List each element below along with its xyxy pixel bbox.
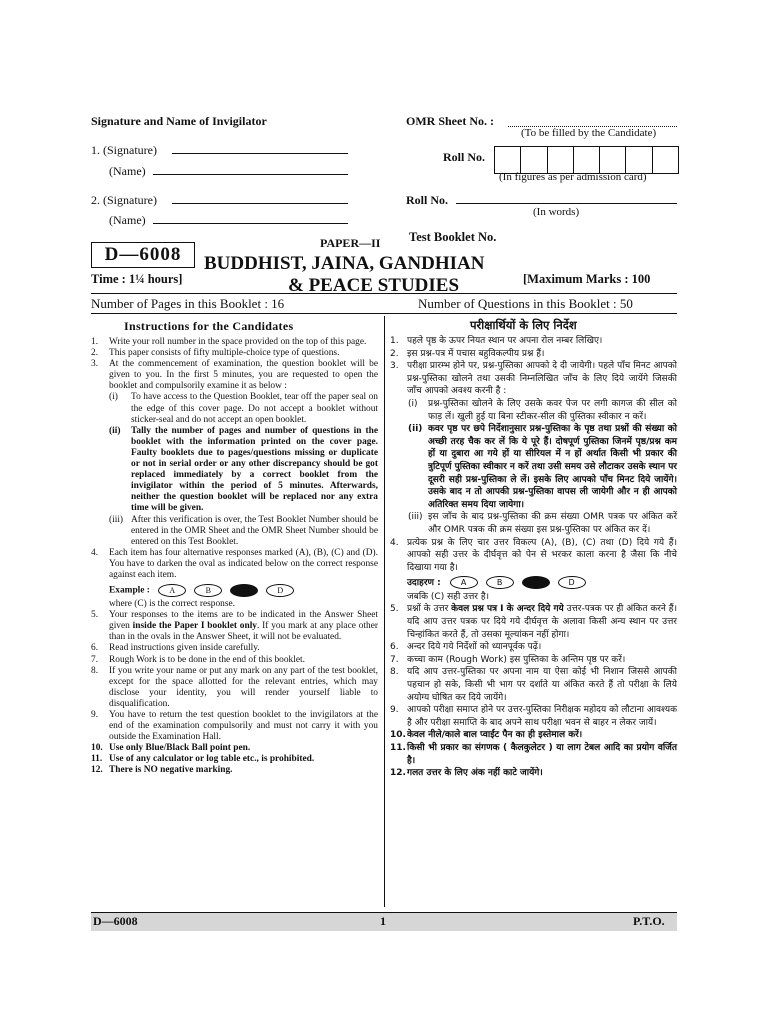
hindi-instruction-11: 11. किसी भी प्रकार का संगणक ( कैलकुलेटर ) या लाग टेबल आदि का प्रयोग वर्जित है।: [390, 743, 677, 766]
example-row: Example : A B D: [91, 584, 378, 597]
signature-2-label: 2. (Signature): [91, 193, 157, 207]
hindi-instruction-3-ii: (ii) कवर पृष्ठ पर छपे निर्देशानुसार प्रश्न-पुस्तिका के पृष्ठ तथा प्रश्नों की संख्या को अच्छी तरह चैक कर लें कि ये पूरे हैं। दोषपूर्ण पुस्तिका जिनमें पृष्ठ/प्रश्न कम हों या दुबारा आ गये हों या सीरियल में न हों अर्थात किसी भी प्रकार की त्रुटिपूर्ण पुस्तिका स्वीकार न करें तथा उसी समय उसे लौटाकर उसके स्थान पर दूसरी सही प्रश्न-पुस्तिका ले लें। इसके लिए आपको पाँच मिनट दिये जायेंगे। उसके बाद न तो आपकी प्रश्न-पुस्तिका वापस ली जायेगी और न ही आपको अतिरिक्त समय दिया जायेगा।: [408, 424, 677, 510]
instruction-4: 4. Each item has four alternative responses marked (A), (B), (C) and (D). You have to darken the oval as indicated below on the correct response against each item.: [91, 547, 378, 580]
hindi-oval-d: D: [558, 576, 586, 589]
english-instructions-heading: Instructions for the Candidates: [124, 319, 294, 333]
hindi-instruction-7: 7. कच्चा काम (Rough Work) इस पुस्तिका के अन्तिम पृष्ठ पर करें।: [390, 654, 626, 665]
hindi-instruction-5: 5. प्रश्नों के उत्तर केवल प्रश्न पत्र I के अन्दर दिये गये उत्तर-पत्रक पर ही अंकित करने हैं। यदि आप उत्तर पत्रक पर दिये गये दीर्घवृत्त के अलावा किसी अन्य स्थान पर उत्तर चिन्हांकित करते हैं, तो उसका मूल्यांकन नहीं होगा।: [390, 604, 677, 640]
oval-c-filled: [230, 584, 258, 597]
hindi-instruction-3-iii: (iii) इस जाँच के बाद प्रश्न-पुस्तिका की क्रम संख्या OMR पत्रक पर अंकित करें और OMR पत्रक की क्रम संख्या इस प्रश्न-पुस्तिका पर अंकित कर दें।: [408, 512, 677, 535]
instruction-12: 12. There is NO negative marking.: [91, 765, 233, 776]
hindi-oval-a: A: [450, 576, 478, 589]
signature-2-line[interactable]: [172, 203, 348, 204]
instruction-1: 1. Write your roll number in the space provided on the top of this page.: [91, 337, 367, 347]
roll-words-note: (In words): [533, 206, 580, 218]
example-note: where (C) is the correct response.: [109, 599, 235, 610]
question-count: Number of Questions in this Booklet : 50: [418, 296, 633, 311]
column-divider: [384, 316, 385, 907]
instruction-8: 8. If you write your name or put any mark on any part of the test booklet, except for the space allotted for the relevant entries, which may disclose your identity, you will render yourself liable to disqualification.: [91, 665, 378, 709]
hindi-instructions-heading: परीक्षार्थियों के लिए निर्देश: [470, 318, 577, 332]
hindi-instruction-2: 2. इस प्रश्न-पत्र में पचास बहुविकल्पीय प्रश्न हैं।: [390, 348, 545, 359]
name-1-label: (Name): [109, 164, 146, 178]
omr-sheet-note: (To be filled by the Candidate): [521, 127, 657, 139]
hindi-instruction-3-i: (i) प्रश्न-पुस्तिका खोलने के लिए उसके कवर पेज पर लगी कागज की सील को फाड़ लें। खुली हुई या बिना स्टीकर-सील की पुस्तिका स्वीकार न करें।: [408, 398, 677, 422]
instruction-3-ii: (ii) Tally the number of pages and number of questions in the booklet with the information printed on the cover page. Faulty booklets due to pages/questions missing or duplicate or not in serial order or any other discrepancy should be got replaced immediately by a correct booklet from the invigilator within the period of 5 minutes. Afterwards, neither the question booklet will be replaced nor any extra time will be given.: [109, 425, 378, 514]
paper-title-line-1: BUDDHIST, JAINA, GANDHIAN: [204, 253, 485, 274]
hindi-instruction-4: 4. प्रत्येक प्रश्न के लिए चार उत्तर विकल्प (A), (B), (C) तथा (D) दिये गये हैं। आपको सही उत्तर के दीर्घवृत्त को पेन से भरकर काला करना है जैसा कि नीचे दिखाया गया है।: [390, 537, 677, 573]
signature-1-label: 1. (Signature): [91, 143, 157, 157]
roll-words-label: Roll No.: [406, 193, 448, 207]
time-allowed: Time : 1¼ hours]: [91, 272, 183, 286]
instruction-3: 3. At the commencement of examination, the question booklet will be given to you. In the first 5 minutes, you are requested to open the booklet and compulsorily examine it as below :: [91, 359, 378, 392]
instruction-5: 5. Your responses to the items are to be indicated in the Answer Sheet given inside the Paper I booklet only. If you mark at any place other than in the ovals in the Answer Sheet, it will not be evaluated.: [91, 610, 378, 643]
paper-title-line-2: & PEACE STUDIES: [288, 275, 460, 296]
signature-1-line[interactable]: [172, 153, 348, 154]
hindi-instruction-9: 9. आपको परीक्षा समाप्त होने पर उत्तर-पुस्तिका निरीक्षक महोदय को लौटाना आवश्यक है और परीक्षा समाप्ति के बाद अपने साथ परीक्षा भवन से बाहर न लेकर जायें।: [390, 705, 677, 728]
hindi-instruction-1: 1. पहले पृष्ठ के ऊपर नियत स्थान पर अपना रोल नम्बर लिखिए।: [390, 336, 603, 346]
paper-code: D—6008: [91, 242, 195, 268]
oval-b: B: [194, 584, 222, 597]
name-2-label: (Name): [109, 213, 146, 227]
name-2-line[interactable]: [153, 223, 348, 224]
divider-mid: [91, 313, 677, 314]
hindi-instruction-12: 12. गलत उत्तर के लिए अंक नहीं काटे जायेंगे।: [390, 768, 543, 779]
footer-paper-code: D—6008: [93, 914, 138, 928]
omr-sheet-label: OMR Sheet No. :: [406, 114, 494, 128]
page-number: 1: [380, 914, 386, 928]
instruction-7: 7. Rough Work is to be done in the end of this booklet.: [91, 654, 305, 665]
hindi-instruction-6: 6. अन्दर दिये गये निर्देशों को ध्यानपूर्वक पढ़ें।: [390, 642, 542, 653]
hindi-instructions: [390, 335, 677, 780]
roll-words-line[interactable]: [456, 203, 677, 204]
maximum-marks: [Maximum Marks : 100: [523, 272, 651, 286]
instruction-3-i: (i) To have access to the Question Booklet, tear off the paper seal on the edge of this cover page. Do not accept a booklet without sticker-seal and do not accept an open booklet.: [109, 392, 378, 425]
instruction-10: 10. Use only Blue/Black Ball point pen.: [91, 743, 251, 754]
english-instructions: [91, 337, 378, 777]
hindi-example-row: उदाहरण : A B D: [390, 576, 677, 590]
instruction-6: 6. Read instructions given inside carefully.: [91, 643, 260, 654]
page-count: Number of Pages in this Booklet : 16: [91, 296, 285, 311]
hindi-oval-b: B: [486, 576, 514, 589]
paper-number: PAPER—II: [320, 236, 381, 250]
oval-d: D: [266, 584, 294, 597]
hindi-oval-c-filled: [522, 576, 550, 589]
divider-top: [91, 293, 677, 294]
pto-label: P.T.O.: [633, 914, 665, 928]
instruction-2: 2. This paper consists of fifty multiple-choice type of questions.: [91, 348, 340, 359]
roll-number-label: Roll No.: [443, 150, 485, 164]
hindi-instruction-3: 3. परीक्षा प्रारम्भ होने पर, प्रश्न-पुस्तिका आपको दे दी जायेगी। पहले पाँच मिनट आपको प्रश्न-पुस्तिका खोलने तथा उसकी निम्नलिखित जाँच के लिए दिये जायेंगे जिसकी जाँच आपको अवश्य करनी है :: [390, 361, 677, 397]
roll-number-note: (In figures as per admission card): [499, 171, 647, 183]
hindi-example-note: जबकि (C) सही उत्तर है।: [407, 591, 490, 602]
roll-number-boxes[interactable]: [494, 146, 679, 174]
hindi-instruction-8: 8. यदि आप उत्तर-पुस्तिका पर अपना नाम या ऐसा कोई भी निशान जिससे आपकी पहचान हो सके, किसी भी भाग पर दर्शाते या अंकित करते हैं तो परीक्षा के लिये अयोग्य घोषित कर दिये जायेंगे।: [390, 667, 677, 703]
invigilator-heading: Signature and Name of Invigilator: [91, 114, 267, 128]
oval-a: A: [158, 584, 186, 597]
instruction-11: 11. Use of any calculator or log table etc., is prohibited.: [91, 754, 315, 765]
instruction-9: 9. You have to return the test question booklet to the invigilators at the end of the examination compulsorily and must not carry it with you outside the Examination Hall.: [91, 710, 378, 743]
instruction-3-iii: (iii) After this verification is over, the Test Booklet Number should be entered in the OMR Sheet and the OMR Sheet Number should be entered on this Test Booklet.: [109, 514, 378, 547]
hindi-instruction-10: 10. केवल नीले/काले बाल प्वाईंट पैन का ही इस्तेमाल करें।: [390, 730, 583, 741]
name-1-line[interactable]: [153, 174, 348, 175]
omr-sheet-field[interactable]: [508, 114, 677, 127]
test-booklet-label: Test Booklet No.: [409, 230, 497, 244]
